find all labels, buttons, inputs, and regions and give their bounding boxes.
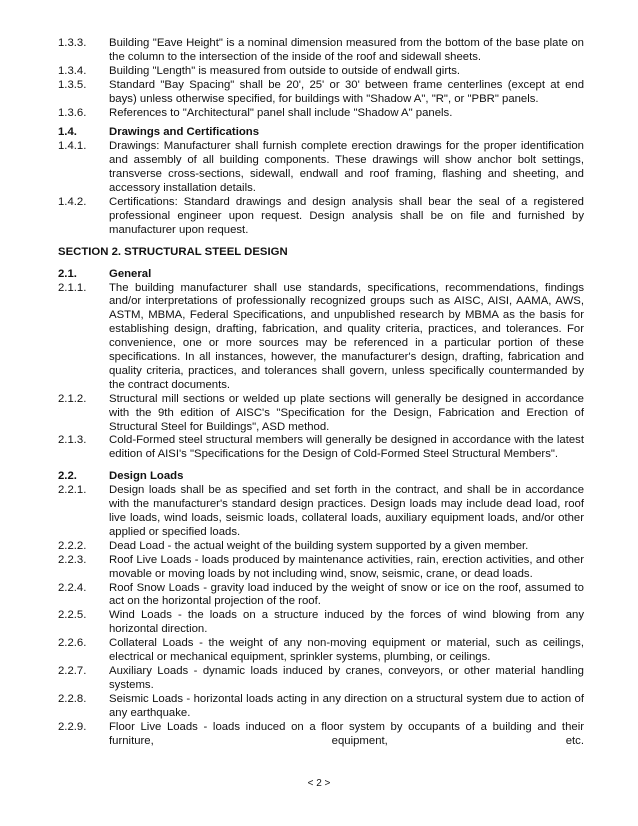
clause-2-1-2 [58,393,584,435]
clause-text: Building "Length" is measured from outside to outside of endwall girts. [109,64,461,77]
clause-2-2-3 [58,554,584,582]
clause-number: 1.3.5. [58,78,87,91]
clause-2-1-3 [58,434,584,462]
clause-2-2-1 [58,484,584,540]
clause-text: References to "Architectural" panel shall include "Shadow A" panels. [109,106,453,119]
clause-1-4-1 [58,140,584,196]
heading-2-2 [58,470,584,484]
clause-number: 1.3.6. [58,106,87,119]
heading-number: 1.4. [58,126,77,139]
heading-number: 2.2. [58,470,77,483]
clause-text: Building "Eave Height" is a nominal dimension measured from the bottom of the base plate on the column to the intersection of the inside of the roof and sidewall sheets. [109,37,584,63]
clause-1-3-3 [58,37,584,65]
clause-number: 2.2.7. [58,664,87,677]
clause-text: Roof Snow Loads - gravity load induced by the weight of snow or ice on the roof, assumed to act on the horizontal projection of the roof. [109,581,584,608]
clause-number: 1.3.4. [58,64,87,77]
clause-text: Cold-Formed steel structural members will generally be designed in accordance with the latest edition of AISI's "Specifications for the Design of Cold-Formed Steel Structural Members". [109,434,584,461]
heading-1-4 [58,126,584,140]
clause-1-3-4 [58,65,584,79]
clause-2-2-8 [58,693,584,721]
clause-text: The building manufacturer shall use standards, specifications, recommendations, findings and/or interpretations of professionally recognized groups such as AISC, AISI, AAMA, AWS, ASTM, MBMA, Federal Specifications, and unpublished research by MBMA as the basis for establishing design, drafting, fabrication, and quality criteria, practices, and tolerances. For convenience, one or more sources may be referenced in a particular portion of these specifications. In all instances, however, the manufacturer's design, drafting, fabrication and quality criteria, practices, and tolerances shall govern, unless specifically countermanded by the contract documents. [109,281,584,391]
heading-text: General [109,267,152,280]
page-number: < 2 > [307,778,331,789]
clause-number: 2.2.5. [58,609,87,622]
heading-2-1 [58,268,584,282]
clause-2-1-1 [58,282,584,393]
clause-text: Roof Live Loads - loads produced by maintenance activities, rain, erection activities, and other movable or moving loads by not including wind, snow, seismic, crane, or dead loads. [109,553,584,580]
clause-number: 1.4.2. [58,195,87,208]
clause-2-2-4 [58,582,584,610]
clause-2-2-2 [58,540,584,554]
heading-text: Drawings and Certifications [109,126,260,139]
clause-1-4-2 [58,196,584,238]
clause-2-2-9 [58,721,584,749]
clause-2-2-7 [58,665,584,693]
clause-text: Seismic Loads - horizontal loads acting in any direction on a structural system due to action of any earthquake. [109,692,584,719]
clause-text: Drawings: Manufacturer shall furnish complete erection drawings for the proper identification and assembly of all building components. These drawings will show anchor bolt settings, transverse cross-sections, sidewall, endwall and roof framing, flashing and sheeting, and accessory installation details. [109,140,584,195]
clause-number: 2.2.9. [58,720,87,733]
clause-text: Auxiliary Loads - dynamic loads induced by cranes, conveyors, or other material handling systems. [109,664,584,691]
clause-number: 2.2.1. [58,484,87,497]
clause-text: Floor Live Loads - loads induced on a floor system by occupants of a building and their furniture, equipment, etc. [109,720,584,747]
section-title: SECTION 2. STRUCTURAL STEEL DESIGN [58,245,288,258]
clause-number: 1.3.3. [58,37,87,49]
clause-text: Wind Loads - the loads on a structure induced by the forces of wind blowing from any horizontal direction. [109,609,584,636]
clause-number: 2.2.8. [58,692,87,705]
heading-text: Design Loads [109,470,184,483]
clause-2-2-5 [58,609,584,637]
heading-number: 2.1. [58,267,77,280]
clause-number: 2.2.4. [58,581,87,594]
clause-1-3-6 [58,107,584,121]
clause-number: 2.2.3. [58,553,87,566]
clause-number: 1.4.1. [58,140,87,153]
clause-text: Dead Load - the actual weight of the building system supported by a given member. [109,539,529,552]
clause-text: Structural mill sections or welded up plate sections will generally be designed in accordance with the 9th edition of AISC's "Specification for the Design, Fabrication and Erection of Structural Steel for Buildings", ASD method. [109,392,584,433]
clause-text: Collateral Loads - the weight of any non-moving equipment or material, such as ceilings, electrical or mechanical equipment, sprinkler systems, plumbing, or ceilings. [109,637,584,664]
page-content [58,37,584,748]
clause-text: Design loads shall be as specified and set forth in the contract, and shall be in accordance with the manufacturer's standard design practices. Design loads may include dead load, roof live loads, wind loads, seismic loads, collateral loads, auxiliary equipment loads, and/or other applied or specified loads. [109,484,584,538]
clause-number: 2.1.3. [58,434,87,447]
clause-text: Standard "Bay Spacing" shall be 20', 25' or 30' between frame centerlines (except at end bays) unless otherwise specified, for buildings with "Shadow A", "R", or "PBR" panels. [109,78,584,105]
clause-number: 2.1.1. [58,281,87,294]
clause-text: Certifications: Standard drawings and design analysis shall bear the seal of a registered professional engineer upon request. Design analysis shall be on file and furnished by manufacturer upon request. [109,195,584,236]
clause-number: 2.2.2. [58,539,87,552]
clause-number: 2.2.6. [58,637,87,650]
clause-number: 2.1.2. [58,392,87,405]
clause-1-3-5 [58,79,584,107]
clause-2-2-6 [58,637,584,665]
